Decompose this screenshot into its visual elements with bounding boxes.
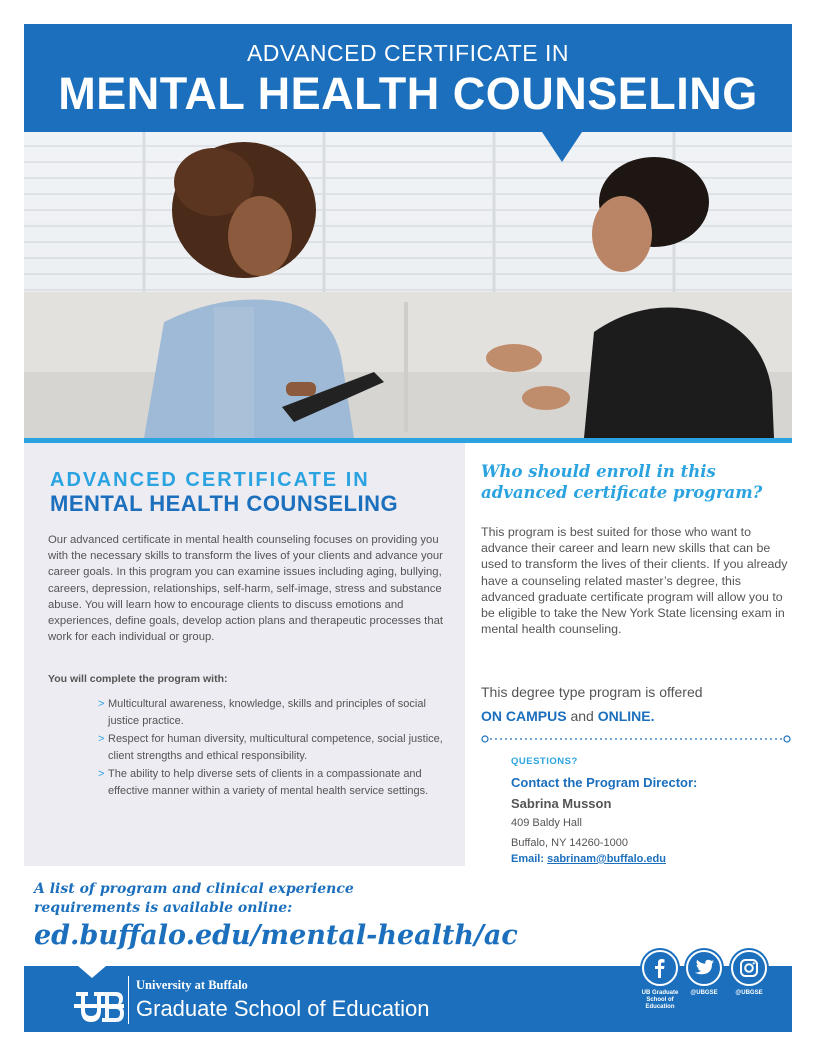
- intro-kicker: ADVANCED CERTIFICATE IN: [50, 469, 370, 491]
- enroll-heading: Who should enroll in this advanced certificate program?: [481, 462, 763, 502]
- chevron-right-icon: >: [98, 768, 105, 780]
- footer-divider: [128, 976, 129, 1024]
- offer-modes: [481, 708, 654, 724]
- facebook-link[interactable]: [640, 950, 680, 1011]
- list-item: > Multicultural awareness, knowledge, skills and principles of social justice practice.: [98, 698, 426, 727]
- intro-panel: [24, 443, 465, 866]
- offer-line: This degree type program is offered: [481, 684, 703, 700]
- contact-email: [511, 853, 791, 865]
- intro-body: Our advanced certificate in mental health counseling focuses on providing you with the necessary skills to transform the lives of your clients and advance your career goals. In this program you can examine issues including aging, bullying, careers, depression, relationships, self-harm, self-image, stress and substance abuse. You will learn how to encourage clients to discuss emotions and experiences, define goals, develop action plans and therapeutic processes that work for each individual or group.: [48, 534, 444, 644]
- enroll-body: This program is best suited for those who want to advance their career and learn new skills that can be used to transform the lives of their clients. If you already have a counseling related master’s degree, this advanced graduate certificate program will allow you to be eligible to take the New York State licensing exam in mental health counseling.: [481, 525, 788, 637]
- school-name: Graduate School of Education: [136, 996, 430, 1021]
- chevron-right-icon: >: [98, 698, 105, 710]
- ub-logo-icon: [74, 990, 124, 1024]
- list-item: > The ability to help diverse sets of clients in a compassionate and effective manner within a variety of mental health service settings.: [98, 768, 429, 797]
- contact-address-line1: 409 Baldy Hall: [511, 817, 582, 829]
- counseling-session-illustration: [24, 132, 792, 438]
- program-url-link[interactable]: ed.buffalo.edu/mental-health/ac: [34, 920, 518, 951]
- questions-label: QUESTIONS?: [511, 756, 578, 767]
- university-name: University at Buffalo: [136, 978, 248, 992]
- outcomes-heading: You will complete the program with:: [48, 673, 228, 685]
- page-title: MENTAL HEALTH COUNSELING: [58, 68, 758, 119]
- intro-title: MENTAL HEALTH COUNSELING: [50, 491, 399, 516]
- header-banner: [24, 24, 792, 132]
- contact-heading: Contact the Program Director:: [511, 775, 698, 790]
- list-item: > Respect for human diversity, multicultural competence, social justice, client strengths and ethical responsibility.: [98, 733, 443, 762]
- dotted-divider: [481, 735, 791, 743]
- offer-campus: ON CAMPUS: [481, 708, 567, 724]
- instagram-icon: [739, 958, 759, 978]
- offer-online: ONLINE.: [597, 708, 655, 724]
- email-label: Email:: [511, 853, 545, 865]
- outcomes-list: [98, 696, 448, 801]
- twitter-link[interactable]: [684, 950, 724, 997]
- header-notch: [542, 132, 582, 162]
- instagram-link[interactable]: [729, 950, 769, 997]
- twitter-label: @UBGSE: [690, 990, 718, 996]
- chevron-right-icon: >: [98, 733, 105, 745]
- email-link[interactable]: sabrinam@buffalo.edu: [547, 853, 666, 865]
- requirements-text: A list of program and clinical experience requirements is available online:: [34, 881, 354, 916]
- header-kicker: ADVANCED CERTIFICATE IN: [246, 40, 570, 66]
- footer-banner: [24, 966, 792, 1032]
- contact-block: [511, 756, 791, 865]
- instagram-label: @UBGSE: [735, 990, 763, 996]
- hero-photo: [24, 132, 792, 438]
- contact-address-line2: Buffalo, NY 14260-1000: [511, 837, 629, 849]
- contact-name: Sabrina Musson: [511, 796, 612, 811]
- facebook-icon: [651, 958, 669, 978]
- facebook-label: UB Graduate School of Education: [641, 990, 679, 1010]
- twitter-icon: [693, 959, 715, 977]
- offer-and: and: [570, 708, 594, 724]
- footer-notch: [78, 966, 106, 978]
